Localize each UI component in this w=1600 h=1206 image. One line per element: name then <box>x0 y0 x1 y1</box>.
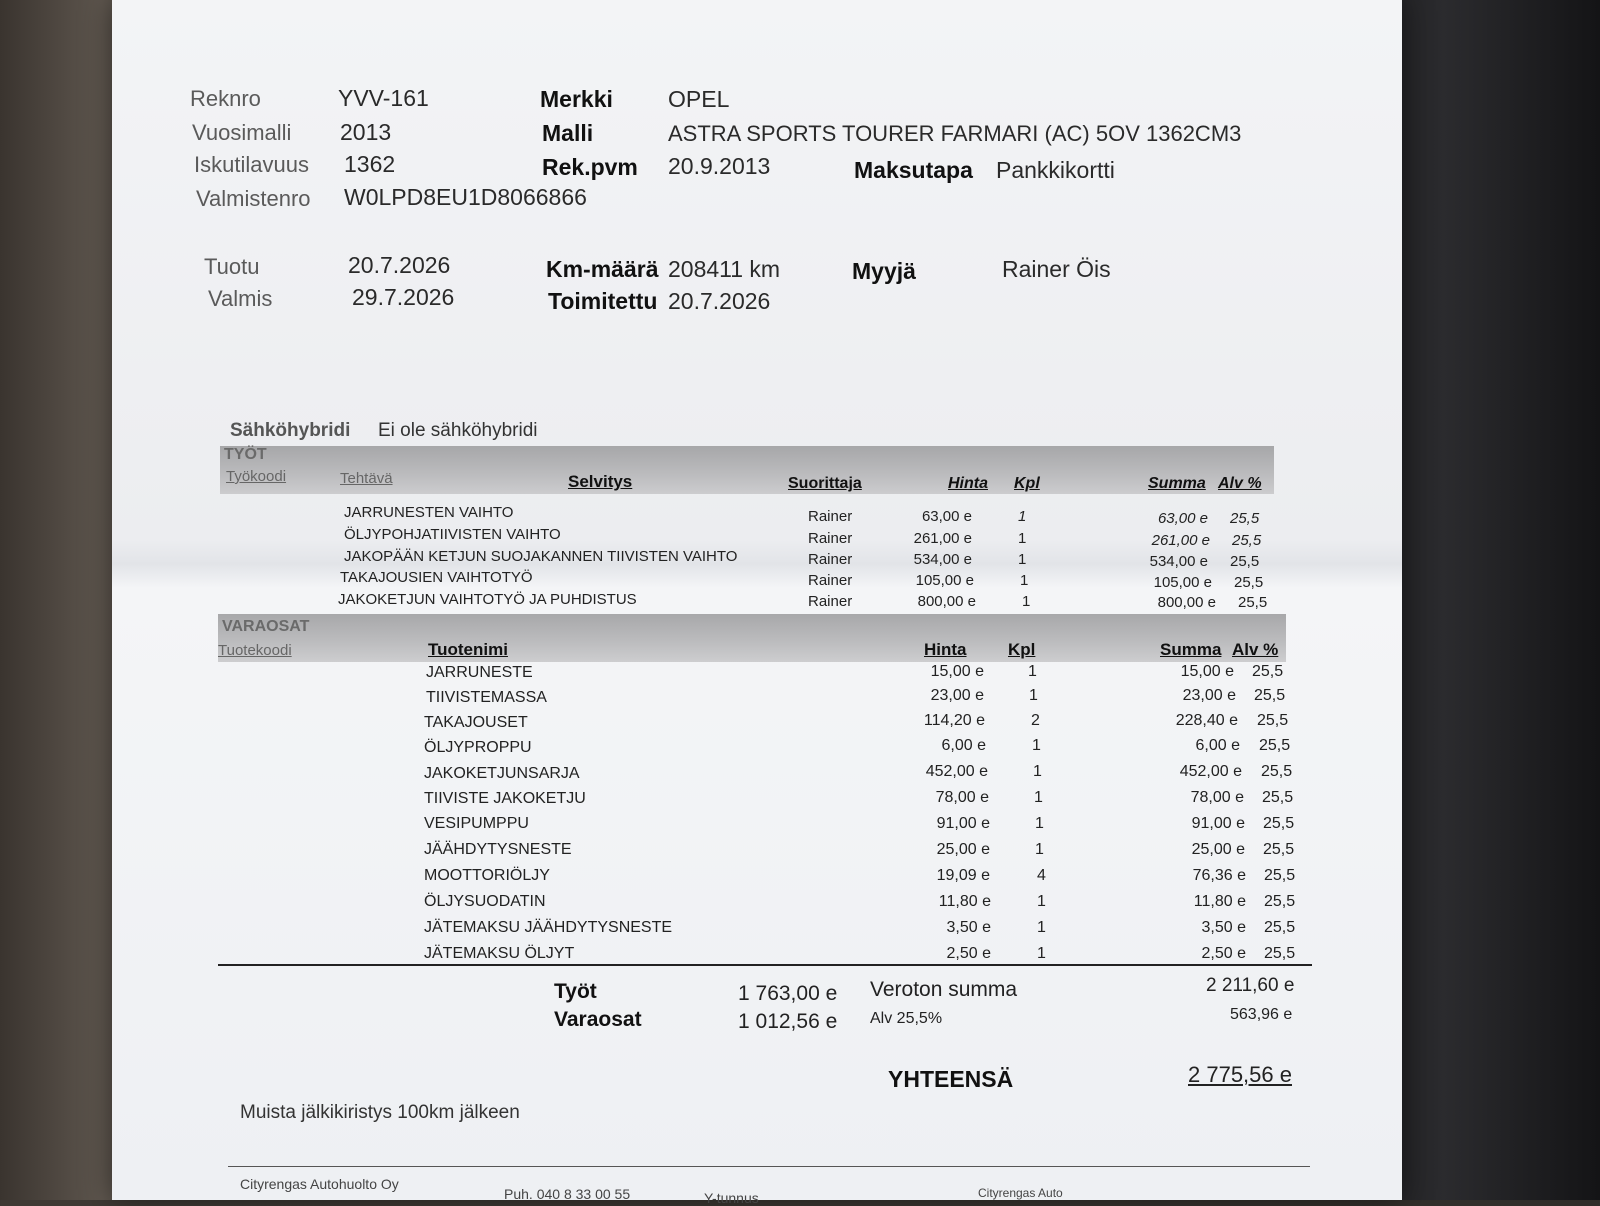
vuosimalli-label: Vuosimalli <box>192 120 292 145</box>
work-vat: 25,5 <box>1234 574 1264 591</box>
part-vat: 25,5 <box>1261 763 1293 780</box>
vuosimalli-value: 2013 <box>340 119 392 145</box>
work-price: 534,00 e <box>913 551 972 568</box>
work-qty: 1 <box>1020 572 1029 589</box>
reknro-label: Reknro <box>190 86 261 111</box>
part-sum: 228,40 e <box>1175 712 1238 729</box>
yhteensa-label: YHTEENSÄ <box>888 1066 1014 1092</box>
part-name: TIIVISTE JAKOKETJU <box>424 790 586 807</box>
part-name: JÄTEMAKSU ÖLJYT <box>424 945 575 962</box>
part-name: TAKAJOUSET <box>424 714 528 731</box>
part-sum: 23,00 e <box>1182 687 1236 704</box>
work-qty: 1 <box>1018 551 1027 568</box>
part-price: 452,00 e <box>925 763 988 780</box>
parts-header-qty: Kpl <box>1008 640 1036 659</box>
work-task: JAKOKETJUN VAIHTOTYÖ JA PUHDISTUS <box>338 591 637 608</box>
part-qty: 1 <box>1035 815 1044 832</box>
work-performer: Rainer <box>808 530 853 547</box>
footer-ytunnus: Y-tunnus <box>704 1190 759 1206</box>
work-performer: Rainer <box>808 572 853 589</box>
part-price: 23,00 e <box>930 687 984 704</box>
part-vat: 25,5 <box>1262 789 1294 806</box>
work-header-desc: Selvitys <box>568 472 633 491</box>
work-sum: 800,00 e <box>1157 594 1216 611</box>
toimitettu-value: 20.7.2026 <box>668 288 771 314</box>
parts-header-band <box>218 614 1286 662</box>
part-sum: 3,50 e <box>1201 919 1246 936</box>
part-qty: 1 <box>1037 945 1046 962</box>
parts-header-sum: Summa <box>1160 640 1222 659</box>
valmistenro-value: W0LPD8EU1D8066866 <box>344 184 587 210</box>
work-sum: 105,00 e <box>1153 574 1212 591</box>
hybrid-value: Ei ole sähköhybridi <box>378 420 538 441</box>
work-qty: 1 <box>1018 530 1027 547</box>
part-vat: 25,5 <box>1252 663 1284 680</box>
footer-phone: Puh. 040 8 33 00 55 <box>504 1186 631 1202</box>
alv-value: 563,96 e <box>1230 1006 1293 1023</box>
work-header-price: Hinta <box>948 475 988 492</box>
part-qty: 1 <box>1035 841 1044 858</box>
part-sum: 25,00 e <box>1191 841 1245 858</box>
tyot-total-label: Työt <box>554 980 597 1003</box>
parts-header-code: Tuotekoodi <box>218 642 292 659</box>
work-performer: Rainer <box>808 593 853 610</box>
work-performer: Rainer <box>808 551 853 568</box>
part-qty: 2 <box>1031 712 1040 729</box>
part-price: 19,09 e <box>936 867 990 884</box>
part-qty: 4 <box>1037 867 1046 884</box>
work-vat: 25,5 <box>1230 510 1260 527</box>
valmistenro-label: Valmistenro <box>196 186 311 211</box>
part-name: JÄTEMAKSU JÄÄHDYTYSNESTE <box>424 919 673 936</box>
work-qty: 1 <box>1022 593 1031 610</box>
work-header-code: Työkoodi <box>226 468 287 485</box>
part-qty: 1 <box>1033 763 1042 780</box>
part-qty: 1 <box>1028 663 1037 680</box>
work-qty: 1 <box>1018 508 1027 525</box>
myyja-label: Myyjä <box>852 258 916 284</box>
tyot-total-value: 1 763,00 e <box>738 982 838 1005</box>
tuotu-label: Tuotu <box>204 254 260 279</box>
varaosat-total-value: 1 012,56 e <box>738 1010 838 1033</box>
part-name: MOOTTORIÖLJY <box>424 867 550 884</box>
veroton-label: Veroton summa <box>870 978 1018 1001</box>
veroton-value: 2 211,60 e <box>1206 975 1295 996</box>
maksutapa-value: Pankkikortti <box>996 157 1115 183</box>
part-name: JARRUNESTE <box>426 664 533 681</box>
part-vat: 25,5 <box>1264 919 1296 936</box>
work-vat: 25,5 <box>1232 532 1262 549</box>
work-price: 800,00 e <box>917 593 976 610</box>
work-sum: 261,00 e <box>1151 532 1210 549</box>
part-price: 78,00 e <box>935 789 989 806</box>
part-name: JAKOKETJUNSARJA <box>424 765 580 782</box>
work-sum: 534,00 e <box>1149 553 1208 570</box>
alv-label: Alv 25,5% <box>870 1010 943 1027</box>
part-price: 2,50 e <box>946 945 991 962</box>
merkki-label: Merkki <box>540 86 613 112</box>
part-sum: 15,00 e <box>1180 663 1234 680</box>
part-qty: 1 <box>1034 789 1043 806</box>
work-task: TAKAJOUSIEN VAIHTOTYÖ <box>340 569 533 586</box>
part-sum: 78,00 e <box>1190 789 1244 806</box>
work-sum: 63,00 e <box>1157 510 1208 527</box>
parts-header-price: Hinta <box>924 640 967 659</box>
part-sum: 76,36 e <box>1192 867 1246 884</box>
parts-section-title: VARAOSAT <box>222 618 310 635</box>
part-name: VESIPUMPPU <box>424 815 529 832</box>
maksutapa-label: Maksutapa <box>854 157 973 183</box>
hybrid-label: Sähköhybridi <box>230 420 351 441</box>
work-section-title: TYÖT <box>224 446 267 463</box>
work-header-task: Tehtävä <box>340 470 393 487</box>
part-name: TIIVISTEMASSA <box>426 689 547 706</box>
work-header-sum: Summa <box>1148 475 1206 492</box>
footer-divider <box>228 1166 1310 1167</box>
part-name: ÖLJYPROPPU <box>424 739 532 756</box>
part-vat: 25,5 <box>1263 815 1295 832</box>
rekpvm-value: 20.9.2013 <box>668 153 771 179</box>
varaosat-total-label: Varaosat <box>554 1008 642 1031</box>
work-price: 261,00 e <box>913 530 972 547</box>
part-price: 3,50 e <box>946 919 991 936</box>
part-name: ÖLJYSUODATIN <box>424 893 546 910</box>
toimitettu-label: Toimitettu <box>548 288 658 314</box>
part-qty: 1 <box>1032 737 1041 754</box>
myyja-value: Rainer Öis <box>1002 256 1111 282</box>
part-vat: 25,5 <box>1264 945 1296 962</box>
part-price: 6,00 e <box>941 737 986 754</box>
work-task: ÖLJYPOHJATIIVISTEN VAIHTO <box>344 526 561 543</box>
part-vat: 25,5 <box>1259 737 1291 754</box>
footer-right: Cityrengas Auto <box>978 1186 1063 1200</box>
work-header-qty: Kpl <box>1014 475 1040 492</box>
km-value: 208411 km <box>668 256 781 282</box>
part-sum: 2,50 e <box>1201 945 1246 962</box>
part-vat: 25,5 <box>1264 893 1296 910</box>
tuotu-value: 20.7.2026 <box>348 252 451 278</box>
work-header-performer: Suorittaja <box>788 475 862 492</box>
work-vat: 25,5 <box>1230 553 1260 570</box>
invoice-paper <box>112 0 1402 1206</box>
parts-header-name: Tuotenimi <box>428 640 508 659</box>
parts-header-vat: Alv % <box>1232 640 1279 659</box>
part-qty: 1 <box>1037 919 1046 936</box>
note-text: Muista jälkikiristys 100km jälkeen <box>240 1102 520 1123</box>
yhteensa-value: 2 775,56 e <box>1188 1062 1292 1087</box>
work-price: 63,00 e <box>921 508 972 525</box>
part-sum: 91,00 e <box>1191 815 1245 832</box>
part-price: 114,20 e <box>923 712 985 729</box>
rekpvm-label: Rek.pvm <box>542 154 638 180</box>
part-price: 15,00 e <box>930 663 984 680</box>
malli-label: Malli <box>542 120 594 146</box>
work-task: JARRUNESTEN VAIHTO <box>344 504 514 521</box>
part-sum: 6,00 e <box>1195 737 1240 754</box>
work-vat: 25,5 <box>1238 594 1268 611</box>
work-task: JAKOPÄÄN KETJUN SUOJAKANNEN TIIVISTEN VAIHTO <box>344 548 738 565</box>
part-price: 91,00 e <box>936 815 990 832</box>
work-header-vat: Alv % <box>1218 475 1262 492</box>
km-label: Km-määrä <box>546 256 659 282</box>
part-sum: 452,00 e <box>1179 763 1242 780</box>
work-performer: Rainer <box>808 508 853 525</box>
valmis-value: 29.7.2026 <box>352 284 455 310</box>
work-price: 105,00 e <box>915 572 974 589</box>
part-sum: 11,80 e <box>1193 893 1246 910</box>
part-qty: 1 <box>1037 893 1046 910</box>
part-price: 11,80 e <box>938 893 991 910</box>
part-name: JÄÄHDYTYSNESTE <box>424 841 572 858</box>
part-vat: 25,5 <box>1263 841 1295 858</box>
part-vat: 25,5 <box>1264 867 1296 884</box>
iskutilavuus-label: Iskutilavuus <box>194 152 309 177</box>
malli-value: ASTRA SPORTS TOURER FARMARI (AC) 5OV 1362CM3 <box>668 121 1242 146</box>
reknro-value: YVV-161 <box>338 85 429 111</box>
footer-company: Cityrengas Autohuolto Oy <box>240 1176 399 1192</box>
part-price: 25,00 e <box>936 841 990 858</box>
part-vat: 25,5 <box>1254 687 1286 704</box>
valmis-label: Valmis <box>208 286 273 311</box>
part-vat: 25,5 <box>1257 712 1289 729</box>
divider-line <box>218 964 1312 966</box>
part-qty: 1 <box>1029 687 1038 704</box>
merkki-value: OPEL <box>668 86 730 112</box>
iskutilavuus-value: 1362 <box>344 151 396 177</box>
